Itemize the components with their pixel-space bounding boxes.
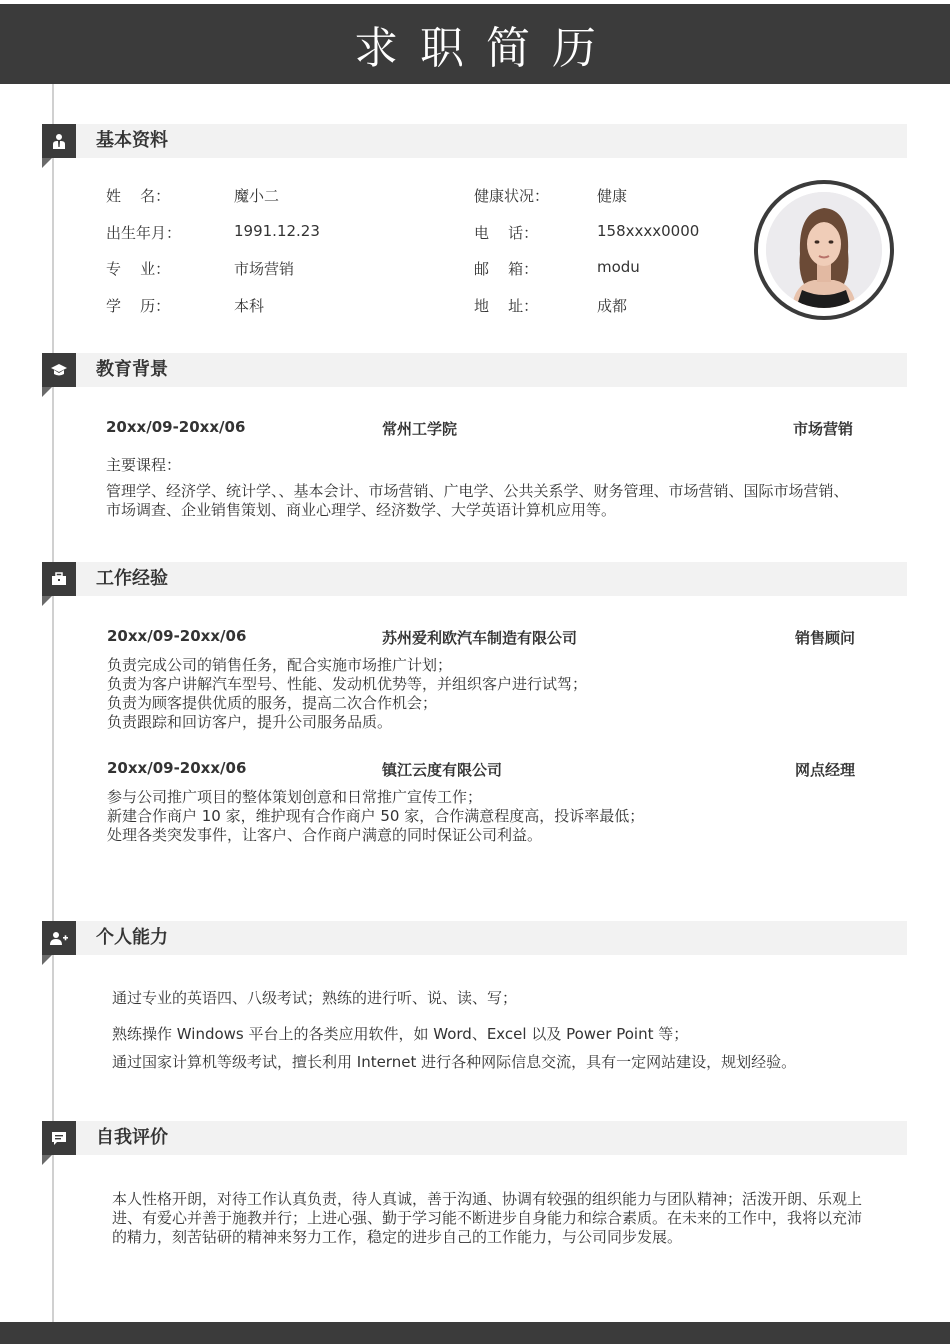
job-period: 20xx/09-20xx/06 (107, 759, 247, 777)
section-tail (42, 1155, 52, 1165)
skill-item: 熟练操作 Windows 平台上的各类应用软件，如 Word、Excel 以及 Power Point 等； (112, 1025, 689, 1043)
comment-icon (42, 1121, 76, 1155)
phone-value: 158xxxx0000 (597, 222, 700, 240)
page-footer (0, 1322, 950, 1344)
section-title-skills: 个人能力 (96, 927, 168, 948)
education-period: 20xx/09-20xx/06 (106, 418, 246, 436)
page-header (0, 4, 950, 84)
section-band-self (76, 1121, 907, 1155)
job-duty: 负责为顾客提供优质的服务，提高二次合作机会； (107, 694, 438, 712)
section-band-skills (76, 921, 907, 955)
job-company: 苏州爱利欧汽车制造有限公司 (382, 629, 578, 647)
courses-text: 管理学、经济学、统计学、、基本会计、市场营销、广电学、公共关系学、财务管理、市场营销、国际市场营销、市场调查、企业销售策划、商业心理学、经济数学、大学英语计算机应用等。 (106, 482, 849, 519)
name-label: 姓 名： (106, 187, 171, 205)
health-value: 健康 (597, 187, 628, 205)
email-value: modu (597, 258, 640, 276)
name-value: 魔小二 (234, 187, 280, 205)
graduation-cap-icon (42, 353, 76, 387)
job-duty: 负责完成公司的销售任务，配合实施市场推广计划； (107, 656, 453, 674)
health-label: 健康状况： (474, 187, 550, 205)
self-evaluation-text: 本人性格开朗，对待工作认真负责，待人真诚，善于沟通、协调有较强的组织能力与团队精神；活泼开朗、乐观上进、有爱心并善于施教并行；上进心强、勤于学习能不断进步自身能力和综合素质。在未来的工作中，我将以充沛的精力，刻苦钻研的精神来努力工作，稳定的进步自己的工作能力，与公司同步发展。 (112, 1190, 863, 1246)
education-major: 市场营销 (793, 420, 854, 438)
avatar (766, 192, 882, 308)
job-duty: 新建合作商户 10 家，维护现有合作商户 50 家，合作满意程度高，投诉率最低； (107, 807, 645, 825)
address-label: 地 址： (474, 297, 539, 315)
job-position: 网点经理 (795, 761, 856, 779)
section-title-work: 工作经验 (96, 568, 168, 589)
section-tail (42, 596, 52, 606)
major-value: 市场营销 (234, 260, 295, 278)
job-duty: 参与公司推广项目的整体策划创意和日常推广宣传工作； (107, 788, 483, 806)
person-tie-icon (42, 124, 76, 158)
job-duty: 负责为客户讲解汽车型号、性能、发动机优势等，并组织客户进行试驾； (107, 675, 588, 693)
section-tail (42, 955, 52, 965)
degree-value: 本科 (234, 297, 265, 315)
skill-item: 通过国家计算机等级考试，擅长利用 Internet 进行各种网际信息交流，具有一定网站建设，规划经验。 (112, 1053, 797, 1071)
job-duty: 处理各类突发事件，让客户、合作商户满意的同时保证公司利益。 (107, 826, 543, 844)
page-title: 求职简历 (354, 23, 618, 74)
section-title-basic: 基本资料 (96, 130, 168, 151)
job-company: 镇江云度有限公司 (382, 761, 503, 779)
section-band-education (76, 353, 907, 387)
address-value: 成都 (597, 297, 628, 315)
courses-label: 主要课程： (106, 456, 182, 474)
job-period: 20xx/09-20xx/06 (107, 627, 247, 645)
skill-item: 通过专业的英语四、八级考试；熟练的进行听、说、读、写； (112, 989, 518, 1007)
email-label: 邮 箱： (474, 260, 539, 278)
section-title-self: 自我评价 (96, 1127, 168, 1148)
user-plus-icon (42, 921, 76, 955)
briefcase-icon (42, 562, 76, 596)
section-title-education: 教育背景 (96, 359, 168, 380)
section-band-basic (76, 124, 907, 158)
section-tail (42, 158, 52, 168)
degree-label: 学 历： (106, 297, 171, 315)
section-tail (42, 387, 52, 397)
section-band-work (76, 562, 907, 596)
birth-label: 出生年月： (106, 224, 182, 242)
major-label: 专 业： (106, 260, 171, 278)
education-school: 常州工学院 (382, 420, 458, 438)
birth-value: 1991.12.23 (234, 222, 320, 240)
job-position: 销售顾问 (795, 629, 856, 647)
job-duty: 负责跟踪和回访客户，提升公司服务品质。 (107, 713, 393, 731)
phone-label: 电 话： (474, 224, 539, 242)
